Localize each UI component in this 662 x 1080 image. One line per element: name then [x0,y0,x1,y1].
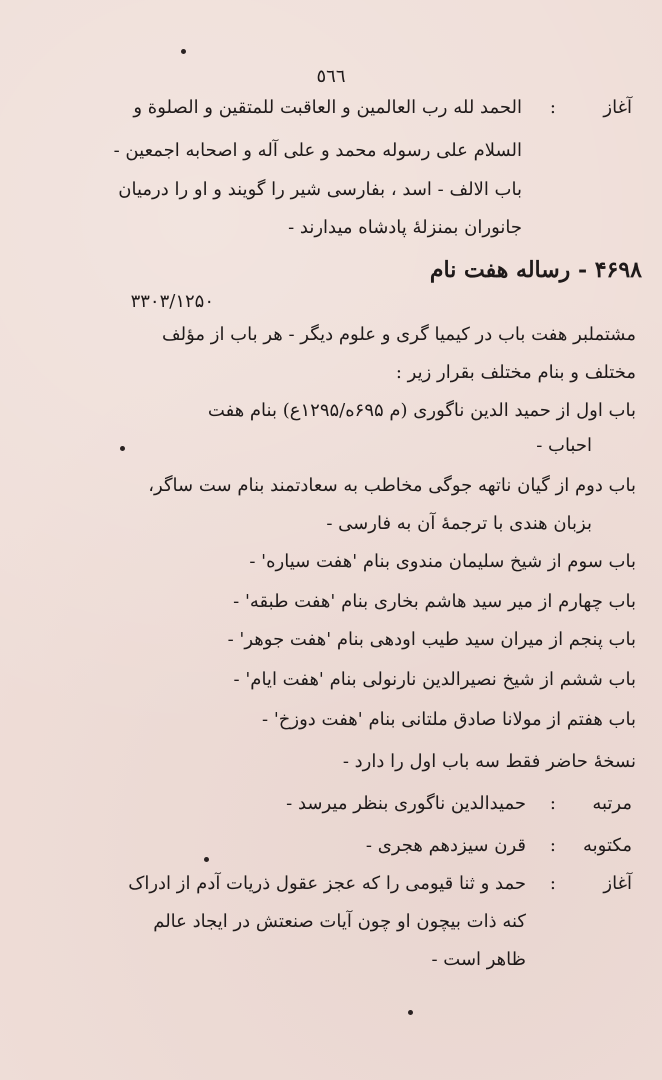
incipit-line: ظاهر است - [431,949,526,970]
colon: : [549,873,556,894]
ink-speck [181,49,186,54]
description-line: باب اول از حمید الدین ناگوری (م ۶۹۵ه/۱۲۹۵ع) بنام هفت [207,400,636,421]
incipit-line: السلام علی رسوله محمد و علی آله و اصحابه اجمعین - [113,140,522,161]
ink-speck [120,446,125,451]
incipit-label: آغاز [603,873,632,894]
description-line: مشتملبر هفت باب در کیمیا گری و علوم دیگر - هر باب از مؤلف [161,324,636,345]
description-line: احباب - [536,435,592,456]
description-line: باب هفتم از مولانا صادق ملتانی بنام 'هفت دوزخ' - [262,709,636,730]
description-line: باب دوم از گیان ناتهه جوگی مخاطب به سعادتمند بنام ست ساگر، [148,475,636,496]
incipit-label: آغاز [603,97,632,118]
ink-speck [204,857,209,862]
incipit-line: حمد و ثنا قیومی را که عجز عقول ذریات آدم از ادراک [128,873,526,894]
field-label-compiler: مرتبه [592,793,632,814]
description-line: بزبان هندی با ترجمهٔ آن به فارسی - [326,513,592,534]
incipit-line: جانوران بمنزلهٔ پادشاه میدارند - [288,217,522,238]
field-value-compiler: حمیدالدین ناگوری بنظر میرسد - [286,793,526,814]
description-line: باب پنجم از میران سید طیب اودهی بنام 'هفت جوهر' - [227,629,636,650]
ink-speck [408,1010,413,1015]
description-line: باب چهارم از میر سید هاشم بخاری بنام 'هفت طبقه' - [233,591,636,612]
incipit-line: کنه ذات بیچون او چون آیات صنعتش در ایجاد عالم [153,911,526,932]
field-value-copied: قرن سیزدهم هجری - [365,835,526,856]
incipit-line: باب الالف - اسد ، بفارسی شیر را گویند و او را درمیان [118,179,522,200]
description-line: باب ششم از شیخ نصیرالدین نارنولی بنام 'هفت ایام' - [233,669,636,690]
colon: : [549,97,556,118]
colon: : [549,835,556,856]
call-number: ۳۳۰۳/۱۲۵۰ [130,291,214,312]
description-line: مختلف و بنام مختلف بقرار زیر : [395,362,636,383]
colon: : [549,793,556,814]
description-line: نسخهٔ حاضر فقط سه باب اول را دارد - [342,751,636,772]
page-number: ٥٦٦ [316,66,346,87]
field-label-copied: مکتوبه [583,835,632,856]
entry-number-title: ۴۶۹۸ - رساله هفت نام [429,257,642,283]
description-line: باب سوم از شیخ سلیمان مندوی بنام 'هفت سیاره' - [249,551,636,572]
incipit-line: الحمد لله رب العالمین و العاقبت للمتقین و الصلوة و [133,97,522,118]
